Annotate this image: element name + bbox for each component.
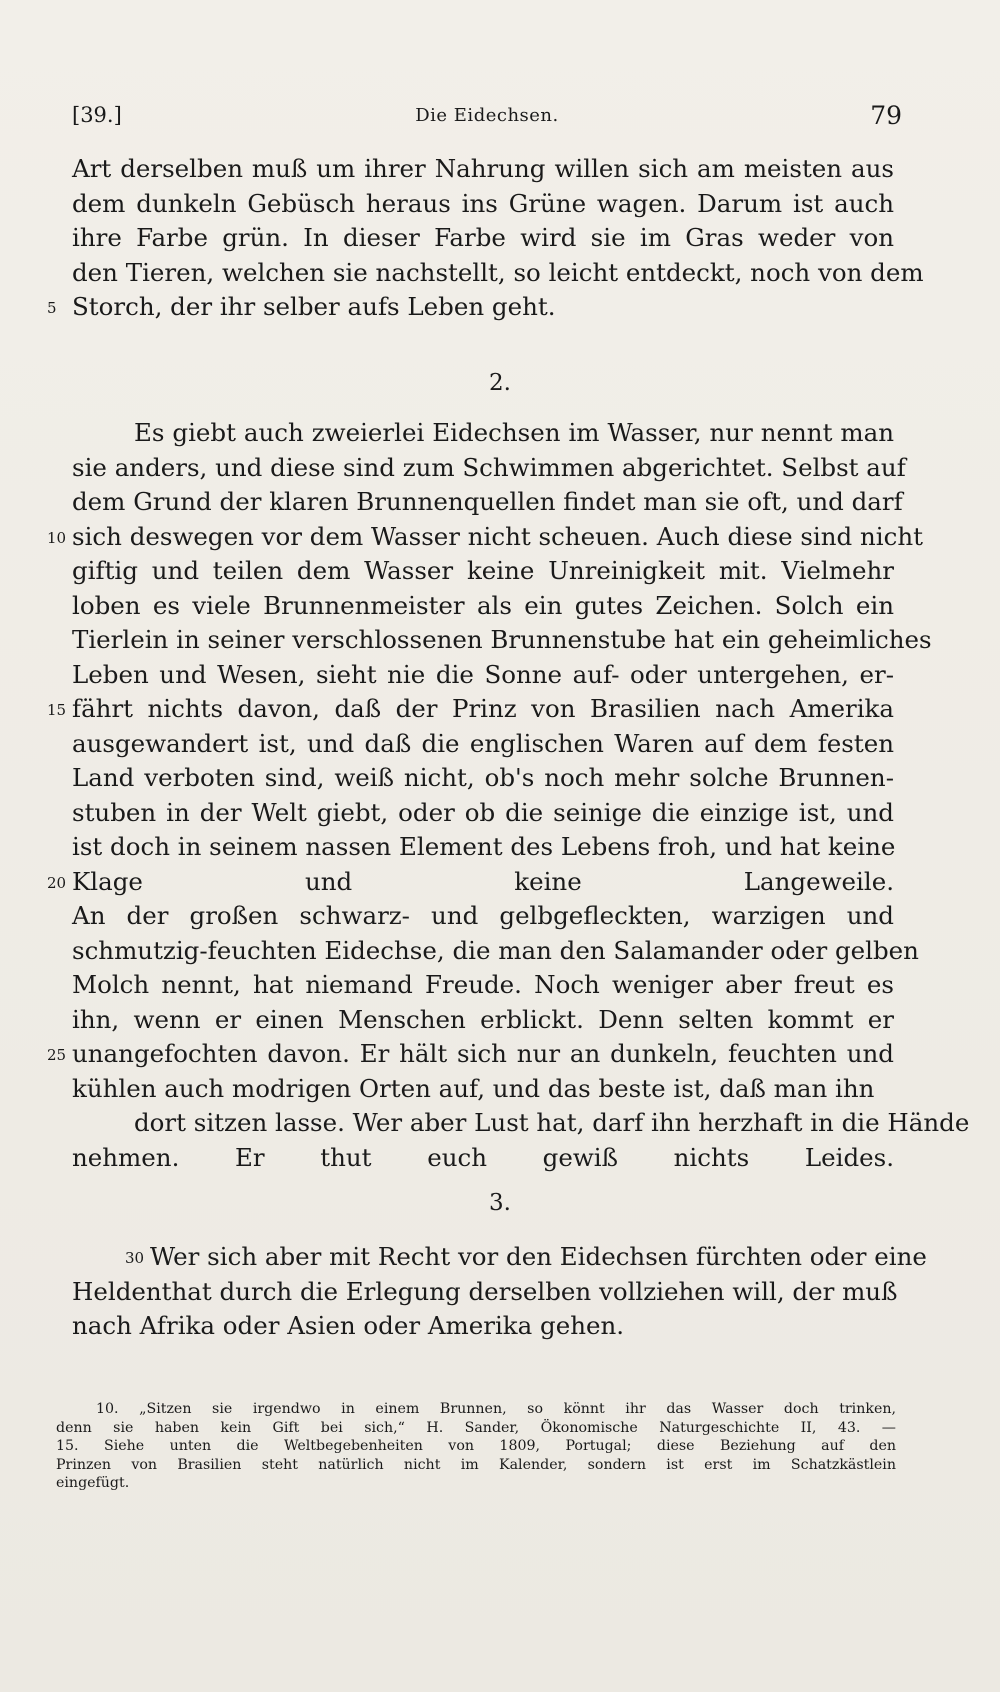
running-title: Die Eidechsen.	[415, 105, 559, 126]
text-line	[72, 554, 894, 589]
line-text: giftig und teilen dem Wasser keine Unreinigkeit mit. Vielmehr	[72, 556, 894, 585]
footnote-line: Prinzen von Brasilien steht natürlich nicht im Kalender, sondern ist erst im Schatzkästlein	[56, 1456, 896, 1473]
signature-mark: [39.]	[72, 103, 122, 127]
line-text: Tierlein in seiner verschlossenen Brunnenstube hat ein geheimliches	[72, 625, 932, 654]
line-text: stuben in der Welt giebt, oder ob die seinige die einzige ist, und	[72, 797, 894, 827]
text-line	[72, 416, 894, 451]
footnotes	[56, 1400, 896, 1493]
text-line	[72, 623, 932, 658]
line-number: 30	[125, 1249, 145, 1267]
line-text: schmutzig-feuchten Eidechse, die man den Salamander oder gelben	[72, 935, 919, 965]
line-text: Leben und Wesen, sieht nie die Sonne auf- oder untergehen, er-	[72, 659, 894, 689]
line-text: kühlen auch modrigen Orten auf, und das beste ist, daß man ihn	[72, 1073, 875, 1103]
line-text: Storch, der ihr selber aufs Leben geht.	[72, 292, 556, 321]
line-text: Heldenthat durch die Erlegung derselben vollziehen will, der muß	[72, 1276, 898, 1306]
text-line	[72, 899, 894, 934]
line-text: Wer sich aber mit Recht vor den Eidechsen fürchten oder eine	[150, 1242, 927, 1271]
page-number: 79	[870, 101, 902, 130]
line-text: den Tieren, welchen sie nachstellt, so leicht entdeckt, noch von dem	[72, 257, 924, 287]
line-text: unangefochten davon. Er hält sich nur an dunkeln, feuchten und	[72, 1039, 894, 1068]
text-line	[72, 1240, 927, 1275]
line-text: nach Afrika oder Asien oder Amerika gehen.	[72, 1311, 625, 1340]
line-text: dort sitzen lasse. Wer aber Lust hat, darf ihn herzhaft in die Hände	[134, 1108, 970, 1137]
line-text: sich deswegen vor dem Wasser nicht scheuen. Auch diese sind nicht	[72, 521, 923, 551]
text-line	[47, 1037, 894, 1072]
text-line	[72, 658, 894, 693]
text-line	[72, 1106, 970, 1141]
line-text: Es giebt auch zweierlei Eidechsen im Wasser, nur nennt man	[134, 418, 894, 447]
line-text: sie anders, und diese sind zum Schwimmen abgerichtet. Selbst auf	[72, 452, 906, 482]
text-line	[72, 221, 894, 256]
line-text: ist doch in seinem nassen Element des Lebens froh, und hat keine	[72, 832, 896, 861]
line-number: 15	[47, 701, 67, 719]
section-number-3: 3.	[489, 1190, 511, 1216]
text-line	[47, 290, 894, 325]
line-text: An der großen schwarz- und gelbgefleckten, warzigen und	[72, 901, 894, 930]
text-line	[47, 692, 894, 727]
text-line	[72, 1003, 894, 1038]
text-line	[72, 796, 894, 831]
line-text: nehmen. Er thut euch gewiß nichts Leides.	[72, 1142, 894, 1172]
line-number: 25	[47, 1046, 67, 1064]
line-text: ihre Farbe grün. In dieser Farbe wird sie im Gras weder von	[72, 223, 894, 252]
line-text: Klage und keine Langeweile.	[72, 866, 894, 896]
line-number: 20	[47, 873, 67, 892]
footnote-line: eingefügt.	[56, 1475, 130, 1491]
text-line	[72, 589, 894, 624]
paragraph-block-2	[47, 416, 970, 1175]
paragraph-block-3	[72, 1240, 927, 1344]
text-line	[72, 830, 894, 865]
text-line	[47, 865, 894, 900]
line-text: dem dunkeln Gebüsch heraus ins Grüne wagen. Darum ist auch	[72, 188, 894, 218]
text-line	[72, 187, 894, 222]
page-header	[72, 103, 902, 135]
line-text: dem Grund der klaren Brunnenquellen findet man sie oft, und darf	[72, 487, 903, 516]
paragraph-block-1	[47, 152, 924, 325]
line-text: Land verboten sind, weiß nicht, ob's noch mehr solche Brunnen-	[72, 763, 894, 792]
text-line	[72, 1275, 898, 1310]
text-line	[72, 152, 894, 187]
line-text: loben es viele Brunnenmeister als ein gutes Zeichen. Solch ein	[72, 590, 894, 620]
line-text: ausgewandert ist, und daß die englischen Waren auf dem festen	[72, 728, 894, 758]
text-line	[72, 761, 894, 796]
line-text: Art derselben muß um ihrer Nahrung willen sich am meisten aus	[72, 154, 894, 183]
line-text: fährt nichts davon, daß der Prinz von Brasilien nach Amerika	[72, 694, 894, 723]
line-text: Molch nennt, hat niemand Freude. Noch weniger aber freut es	[72, 970, 894, 999]
text-line	[47, 520, 923, 555]
text-line	[72, 451, 906, 486]
footnote-line: 10. „Sitzen sie irgendwo in einem Brunnen, so könnt ihr das Wasser doch trinken,	[96, 1401, 896, 1417]
footnote-line: 15. Siehe unten die Weltbegebenheiten von 1809, Portugal; diese Beziehung auf den	[56, 1438, 896, 1454]
text-line	[72, 256, 924, 291]
text-line	[72, 1141, 894, 1176]
text-line	[72, 968, 894, 1003]
section-number-2: 2.	[489, 370, 511, 396]
text-line	[72, 934, 919, 969]
line-number: 5	[47, 299, 57, 317]
text-line	[72, 1309, 894, 1344]
line-number: 10	[47, 528, 67, 547]
footnote-line: denn sie haben kein Gift bei sich,“ H. Sander, Ökonomische Naturgeschichte II, 43. —	[56, 1419, 896, 1436]
text-line	[72, 1072, 894, 1107]
line-text: ihn, wenn er einen Menschen erblickt. Denn selten kommt er	[72, 1004, 894, 1034]
text-line	[72, 485, 903, 520]
text-line	[72, 727, 894, 762]
